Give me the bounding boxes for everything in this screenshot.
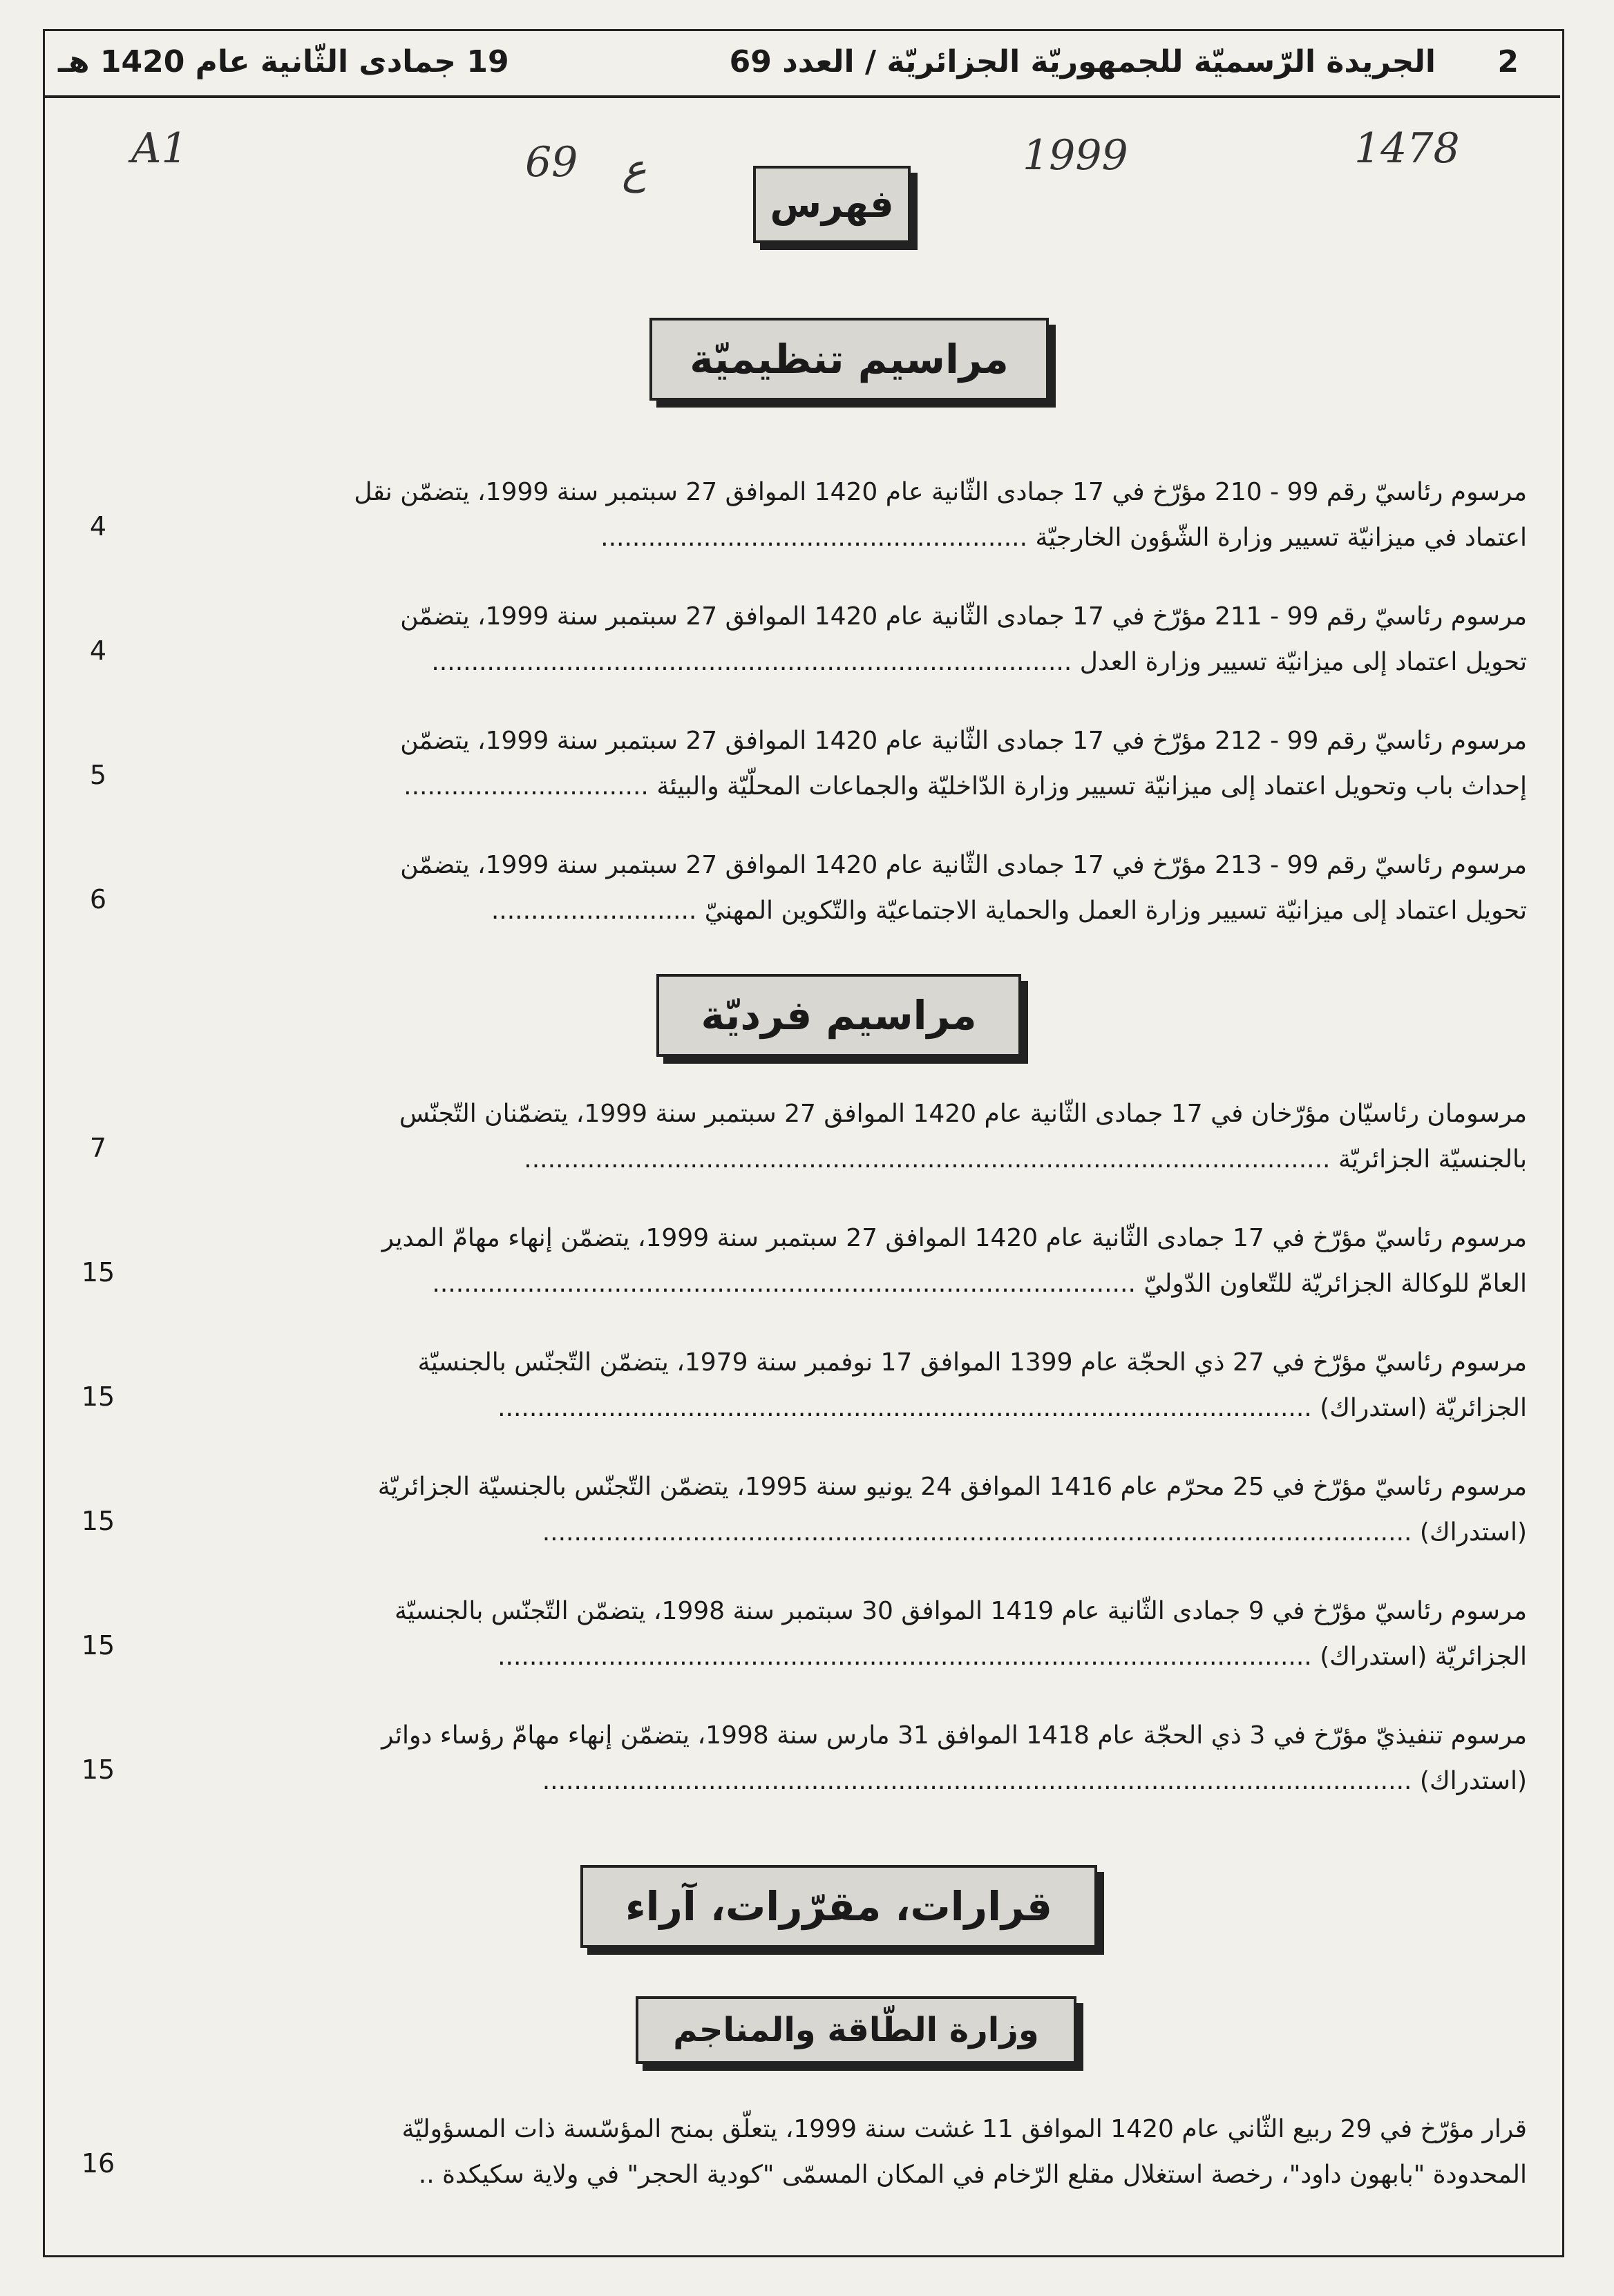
toc-entry[interactable]: مرسوم رئاسيّ مؤرّخ في 27 ذي الحجّة عام 1399 الموافق 17 نوفمبر سنة 1979، يتضمّن التّجنّس بالجنسيّة الجزائريّة (استدراك) ....................................................................................................... [417,1348,1527,1422]
toc-entry[interactable]: مرسوم رئاسيّ رقم 99 - 210 مؤرّخ في 17 جمادى الثّانية عام 1420 الموافق 27 سبتمبر سنة 1999، يتضمّن نقل اعتماد في ميزانيّة تسيير وزارة الشّؤون الخارجيّة ...................................................... [354,478,1527,552]
toc-page-number: 15 [81,1754,115,1785]
paper-title: الجريدة الرّسميّة للجمهوريّة الجزائريّة / العدد 69 [729,44,1436,79]
section-ministry: وزارة الطّاقة والمناجم [636,1996,1076,2064]
handwritten-issue: 69 [525,138,578,186]
toc-page-number: 16 [81,2148,115,2179]
toc-page-number: 4 [89,635,107,666]
section-decisions: قرارات، مقرّرات، آراء [580,1865,1097,1948]
toc-page-number: 15 [81,1257,115,1288]
section-individual: مراسيم فرديّة [656,974,1021,1057]
toc-entry[interactable]: مرسوم رئاسيّ مؤرّخ في 9 جمادى الثّانية عام 1419 الموافق 30 سبتمبر سنة 1998، يتضمّن التّجنّس بالجنسيّة الجزائريّة (استدراك) ....................................................................................................... [395,1597,1527,1671]
toc-title: فهرس [753,166,911,243]
toc-entry[interactable]: مرسوم رئاسيّ رقم 99 - 212 مؤرّخ في 17 جمادى الثّانية عام 1420 الموافق 27 سبتمبر سنة 1999، يتضمّن إحداث باب وتحويل اعتماد إلى ميزانيّة تسيير وزارة الدّاخليّة والجماعات المحلّيّة والبيئة ............................... [400,727,1527,801]
handwritten-year: 1999 [1023,131,1128,180]
handwritten-ref: 1478 [1354,124,1460,173]
toc-page-number: 15 [81,1630,115,1661]
handwritten-mark-left: A1 [131,124,188,173]
toc-page-number: 15 [81,1381,115,1412]
toc-entry[interactable]: مرسوم رئاسيّ رقم 99 - 213 مؤرّخ في 17 جمادى الثّانية عام 1420 الموافق 27 سبتمبر سنة 1999، يتضمّن تحويل اعتماد إلى ميزانيّة تسيير وزارة العمل والحماية الاجتماعيّة والتّكوين المهنيّ .......................... [400,851,1527,925]
toc-page-number: 7 [89,1133,107,1163]
toc-page-number: 5 [89,760,107,790]
section-regulatory: مراسيم تنظيميّة [649,318,1049,401]
toc-page-number: 15 [81,1506,115,1536]
header-date: 19 جمادى الثّانية عام 1420 هـ [58,44,509,79]
toc-entry[interactable]: مرسوم تنفيذيّ مؤرّخ في 3 ذي الحجّة عام 1418 الموافق 31 مارس سنة 1998، يتضمّن إنهاء مهامّ رؤساء دوائر (استدراك) .............................................................................................................. [381,1721,1527,1795]
toc-entry[interactable]: مرسوم رئاسيّ مؤرّخ في 25 محرّم عام 1416 الموافق 24 يونيو سنة 1995، يتضمّن التّجنّس بالجنسيّة الجزائريّة (استدراك) .............................................................................................................. [377,1473,1527,1547]
toc-entry[interactable]: مرسوم رئاسيّ مؤرّخ في 17 جمادى الثّانية عام 1420 الموافق 27 سبتمبر سنة 1999، يتضمّن إنهاء مهامّ المدير العامّ للوكالة الجزائريّة للتّعاون الدّوليّ ......................................................................................... [381,1224,1527,1298]
toc-page-number: 6 [89,884,107,915]
page-header [43,29,1560,98]
toc-entry[interactable]: مرسومان رئاسيّان مؤرّخان في 17 جمادى الثّانية عام 1420 الموافق 27 سبتمبر سنة 1999، يتضمّنان التّجنّس بالجنسيّة الجزائريّة ...................................................................................................... [399,1100,1527,1174]
toc-page-number: 4 [89,511,107,542]
page-number: 2 [1497,44,1519,79]
toc-entry[interactable]: مرسوم رئاسيّ رقم 99 - 211 مؤرّخ في 17 جمادى الثّانية عام 1420 الموافق 27 سبتمبر سنة 1999، يتضمّن تحويل اعتماد إلى ميزانيّة تسيير وزارة العدل ................................................................................. [400,602,1527,676]
toc-entry[interactable]: قرار مؤرّخ في 29 ربيع الثّاني عام 1420 الموافق 11 غشت سنة 1999، يتعلّق بمنح المؤسّسة ذات المسؤوليّة المحدودة "بابهون داود"، رخصة استغلال مقلع الرّخام في المكان المسمّى "كودية الحجر" في ولاية سكيكدة .. [401,2115,1527,2189]
handwritten-letter: ع [622,145,647,193]
